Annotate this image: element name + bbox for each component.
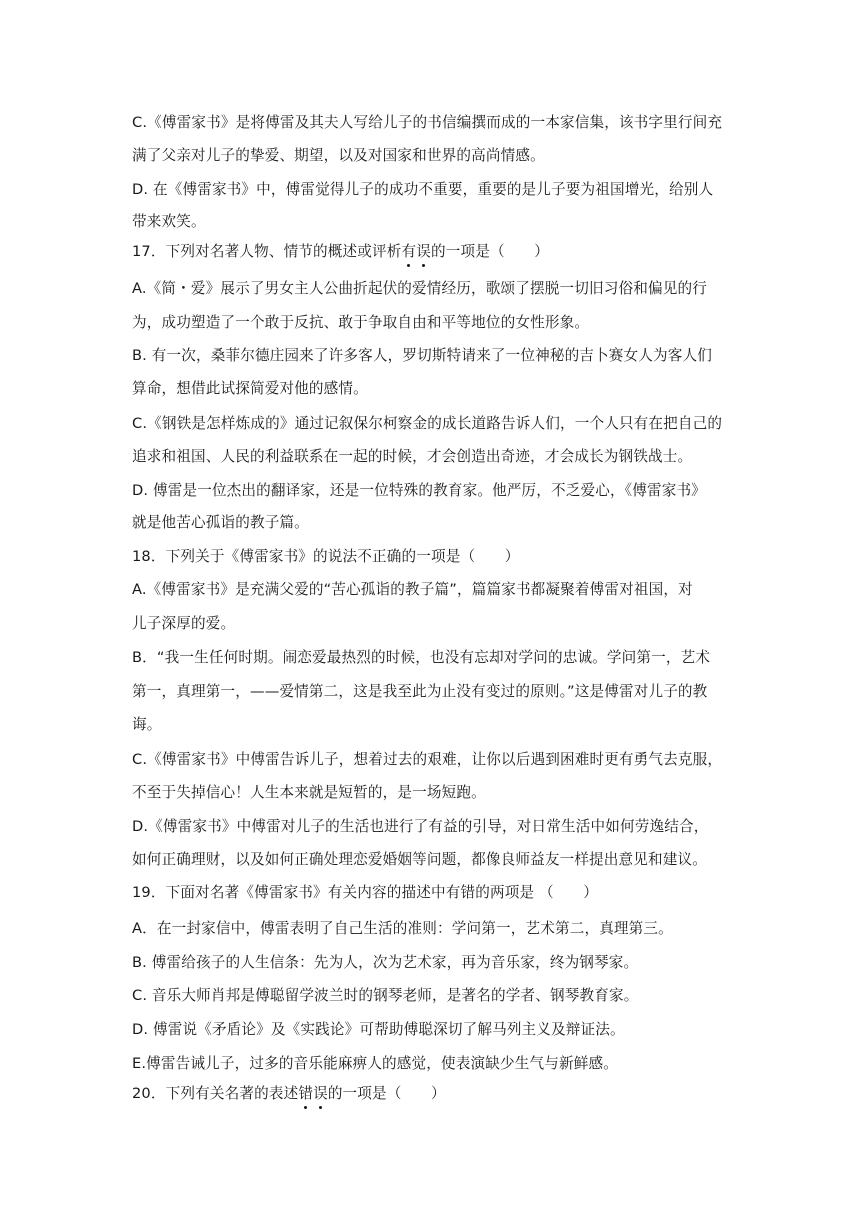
q19-stem: 19．下面对名著《傅雷家书》有关内容的描述中有错的两项是 （ ）	[132, 884, 598, 901]
q18-option-c-line2: 不至于失掉信心！人生本来就是短暂的，是一场短跑。	[132, 784, 486, 801]
q17-option-a-line2: 为，成功塑造了一个敢于反抗、敢于争取自由和平等地位的女性形象。	[132, 314, 590, 331]
q20-stem-after: 的一项是（ ）	[327, 1085, 446, 1102]
q18-option-c-line1: C.《傅雷家书》中傅雷告诉儿子，想着过去的艰难，让你以后遇到困难时更有勇气去克服，	[132, 751, 723, 768]
q20-stem-emphasis-2: 误	[313, 1085, 328, 1102]
q17-option-b-line2: 算命，想借此试探简爱对他的感情。	[132, 380, 368, 397]
q19-option-a: A．在一封家信中，傅雷表明了自己生活的准则：学问第一，艺术第二，真理第三。	[132, 920, 673, 937]
q17-stem-after: 的一项是（ ）	[431, 243, 549, 260]
q18-option-b-line2: 第一，真理第一，——爱情第二，这是我至此为止没有变过的原则。”这是傅雷对儿子的教	[132, 683, 708, 700]
q17-option-d-line1: D. 傅雷是一位杰出的翻译家，还是一位特殊的教育家。他严厉，不乏爱心，《傅雷家书》	[132, 482, 706, 499]
q18-option-d-line2: 如何正确理财，以及如何正确处理恋爱婚姻等问题，都像良师益友一样提出意见和建议。	[132, 851, 708, 868]
q19-option-c: C. 音乐大师肖邦是傅聪留学波兰时的钢琴老师，是著名的学者、钢琴教育家。	[132, 987, 639, 1004]
q18-option-a-line2: 儿子深厚的爱。	[132, 615, 236, 632]
q16-option-d-line1: D. 在《傅雷家书》中，傅雷觉得儿子的成功不重要，重要的是儿子要为祖国增光，给别人	[132, 181, 714, 198]
q20-stem	[132, 1084, 446, 1104]
q17-option-b-line1: B. 有一次，桑菲尔德庄园来了许多客人，罗切斯特请来了一位神秘的吉卜赛女人为客人们	[132, 347, 713, 364]
q17-option-c-line1: C.《钢铁是怎样炼成的》通过记叙保尔柯察金的成长道路告诉人们，一个人只有在把自己的	[132, 415, 723, 432]
q18-option-b-line3: 诲。	[132, 716, 162, 733]
q17-option-a-line1: A.《简・爱》展示了男女主人公曲折起伏的爱情经历，歌颂了摆脱一切旧习俗和偏见的行	[132, 280, 707, 297]
q19-option-d: D. 傅雷说《矛盾论》及《实践论》可帮助傅聪深切了解马列主义及辩证法。	[132, 1021, 625, 1038]
q18-option-d-line1: D.《傅雷家书》中傅雷对儿子的生活也进行了有益的引导，对日常生活中如何劳逸结合，	[132, 818, 709, 835]
q16-option-d-line2: 带来欢笑。	[132, 213, 206, 230]
q18-stem: 18．下列关于《傅雷家书》的说法不正确的一项是（ ）	[132, 548, 520, 565]
q16-option-c-line2: 满了父亲对儿子的挚爱、期望，以及对国家和世界的高尚情感。	[132, 147, 545, 164]
q17-option-c-line2: 追求和祖国、人民的利益联系在一起的时候，才会创造出奇迹，才会成长为钢铁战士。	[132, 448, 693, 465]
q16-option-c-line1: C.《傅雷家书》是将傅雷及其夫人写给儿子的书信编撰而成的一本家信集，该书字里行间充	[132, 114, 723, 131]
q20-stem-emphasis-1: 错	[298, 1085, 314, 1102]
q18-option-b-line1: B．“我一生任何时期。闹恋爱最热烈的时候，也没有忘却对学问的忠诚。学问第一，艺术	[132, 649, 711, 666]
q19-option-e: E.傅雷告诫儿子，过多的音乐能麻痹人的感觉，使表演缺少生气与新鲜感。	[132, 1055, 618, 1072]
q17-stem-emphasis-2: 误	[416, 243, 432, 260]
q17-stem-emphasis-1: 有	[401, 243, 417, 260]
q17-stem	[132, 242, 549, 262]
q17-option-d-line2: 就是他苦心孤诣的教子篇。	[132, 514, 309, 531]
q20-stem-before: 20．下列有关名著的表述	[132, 1085, 299, 1102]
q17-stem-before: 17．下列对名著人物、情节的概述或评析	[132, 243, 402, 260]
q18-option-a-line1: A.《傅雷家书》是充满父爱的“苦心孤诣的教子篇”，篇篇家书都凝聚着傅雷对祖国，对	[132, 581, 693, 598]
q19-option-b: B. 傅雷给孩子的人生信条：先为人，次为艺术家，再为音乐家，终为钢琴家。	[132, 954, 639, 971]
